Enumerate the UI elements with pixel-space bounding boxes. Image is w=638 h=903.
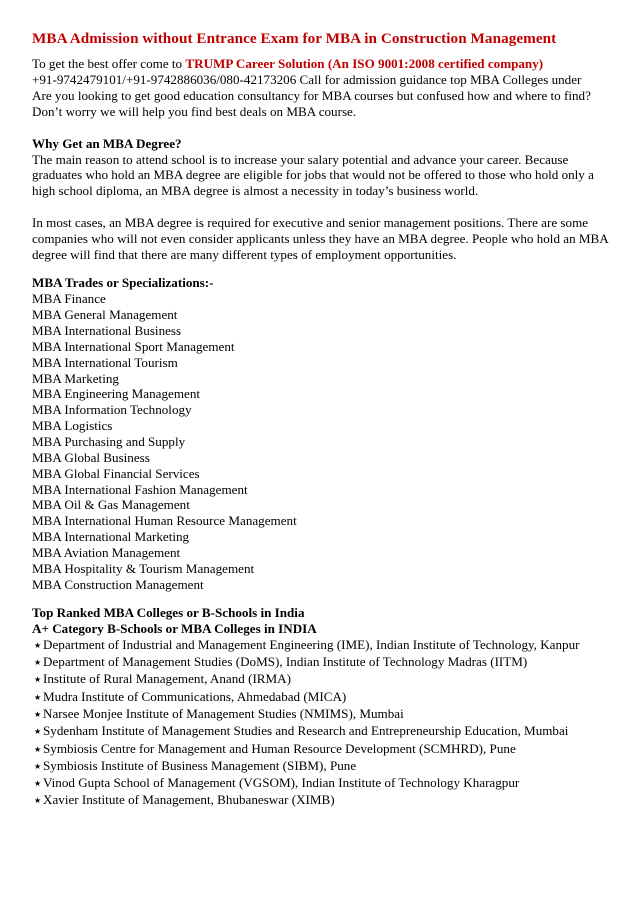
college-name: Mudra Institute of Communications, Ahmedabad (MICA)	[43, 688, 347, 704]
list-item: MBA International Tourism	[32, 354, 178, 370]
intro-text: Are you looking to get good education consultancy for MBA courses but confused how and where to find? Don’t worry we will help you find best deals on MBA course.	[32, 87, 591, 119]
spacer	[32, 592, 610, 605]
list-item	[32, 792, 610, 809]
list-item: MBA Global Financial Services	[32, 465, 200, 481]
star-bullet-icon: ★	[34, 709, 42, 719]
list-item: MBA Oil & Gas Management	[32, 497, 190, 513]
college-name: Symbiosis Centre for Management and Human Resource Development (SCMHRD), Pune	[43, 740, 516, 756]
college-name: Sydenham Institute of Management Studies and Research and Entrepreneurship Education, Mumbai	[43, 723, 569, 739]
list-item: MBA General Management	[32, 307, 178, 323]
list-item	[32, 671, 610, 688]
list-item: MBA Hospitality & Tourism Management	[32, 560, 255, 576]
star-bullet-icon: ★	[34, 675, 42, 685]
list-item: MBA International Business	[32, 323, 182, 339]
list-item: MBA Purchasing and Supply	[32, 433, 186, 449]
list-item: MBA Logistics	[32, 418, 113, 434]
company-name: TRUMP Career Solution (An ISO 9001:2008 certified company)	[185, 56, 544, 71]
list-item	[32, 689, 610, 706]
why-heading: Why Get an MBA Degree?	[32, 135, 182, 151]
list-item: MBA Construction Management	[32, 576, 204, 592]
college-name: Institute of Rural Management, Anand (IRMA)	[43, 671, 292, 687]
spacer	[32, 263, 610, 276]
list-item: MBA Finance	[32, 291, 106, 307]
list-item: MBA International Fashion Management	[32, 481, 248, 497]
intro-prefix: To get the best offer come to	[32, 56, 186, 71]
list-item	[32, 637, 610, 654]
colleges-heading: Top Ranked MBA Colleges or B-Schools in India	[32, 604, 305, 620]
list-item: MBA Information Technology	[32, 402, 192, 418]
why-paragraph-2: In most cases, an MBA degree is required for executive and senior management positions. There are some companies who will not even consider applicants unless they have an MBA degree. People who hold an MBA degree will find that there are many different types of employment opportunities.	[32, 215, 609, 263]
list-item	[32, 775, 610, 792]
page-title: MBA Admission without Entrance Exam for MBA in Construction Management	[32, 30, 557, 47]
star-bullet-icon: ★	[34, 692, 42, 702]
colleges-subheading: A+ Category B-Schools or MBA Colleges in INDIA	[32, 620, 317, 636]
list-item: MBA Aviation Management	[32, 544, 181, 560]
colleges-list	[32, 637, 610, 810]
list-item: MBA Marketing	[32, 370, 119, 386]
list-item	[32, 723, 610, 740]
contact-phones: +91-9742479101/+91-9742886036/080-42173206 Call for admission guidance top MBA Colleges under	[32, 71, 582, 87]
star-bullet-icon: ★	[34, 640, 42, 650]
list-item: MBA Engineering Management	[32, 386, 200, 402]
spacer	[32, 199, 610, 215]
college-name: Symbiosis Institute of Business Management (SIBM), Pune	[43, 757, 357, 773]
star-bullet-icon: ★	[34, 796, 42, 806]
college-name: Narsee Monjee Institute of Management Studies (NMIMS), Mumbai	[43, 705, 404, 721]
list-item: MBA International Human Resource Management	[32, 513, 297, 529]
list-item: MBA International Marketing	[32, 529, 190, 545]
college-name: Vinod Gupta School of Management (VGSOM), Indian Institute of Technology Kharagpur	[43, 775, 520, 791]
why-paragraph-1: The main reason to attend school is to increase your salary potential and advance your career. Because graduates who hold an MBA degree are eligible for jobs that would not be offered to those who hold only a high school diploma, an MBA degree is almost a necessity in today’s business world.	[32, 151, 594, 199]
list-item	[32, 706, 610, 723]
college-name: Department of Industrial and Management Engineering (IME), Indian Institute of Technology, Kanpur	[43, 636, 580, 652]
list-item	[32, 758, 610, 775]
specializations-list	[32, 291, 610, 592]
specializations-heading: MBA Trades or Specializations:-	[32, 275, 214, 291]
star-bullet-icon: ★	[34, 761, 42, 771]
college-name: Xavier Institute of Management, Bhubaneswar (XIMB)	[43, 792, 335, 808]
star-bullet-icon: ★	[34, 744, 42, 754]
star-bullet-icon: ★	[34, 658, 42, 668]
star-bullet-icon: ★	[34, 779, 42, 789]
list-item: MBA International Sport Management	[32, 338, 235, 354]
spacer	[32, 120, 610, 136]
intro-paragraph	[32, 56, 610, 120]
list-item	[32, 654, 610, 671]
list-item: MBA Global Business	[32, 449, 150, 465]
list-item	[32, 741, 610, 758]
college-name: Department of Management Studies (DoMS), Indian Institute of Technology Madras (IITM)	[43, 654, 528, 670]
star-bullet-icon: ★	[34, 727, 42, 737]
